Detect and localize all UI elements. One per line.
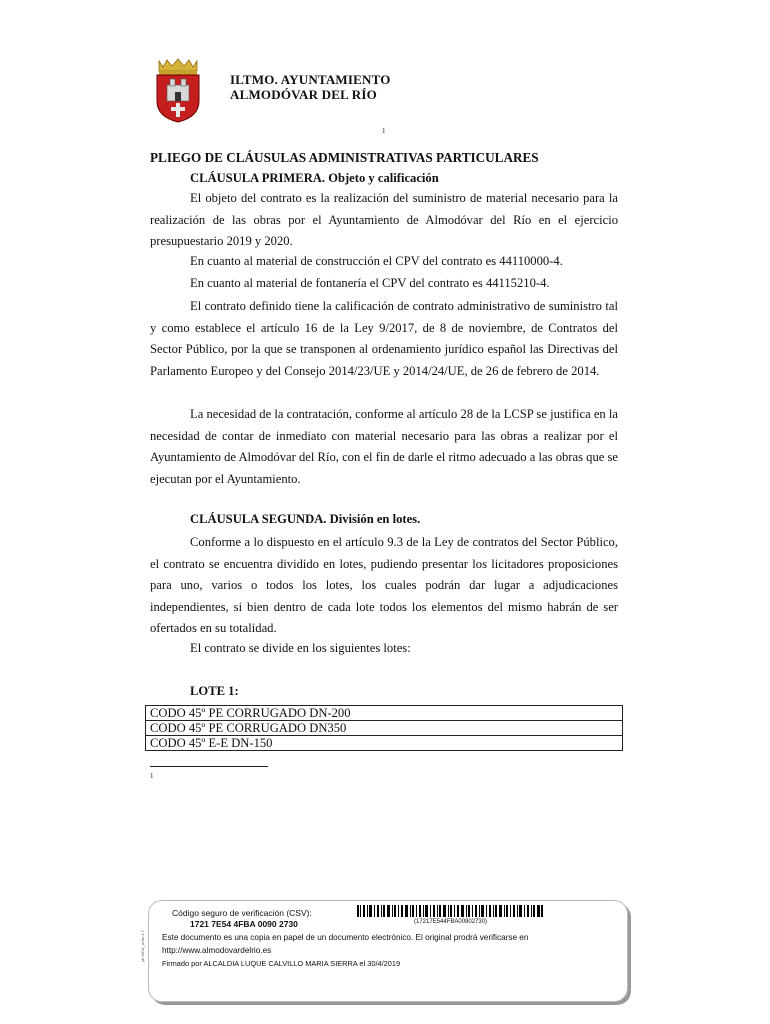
lote-1-heading: LOTE 1: (190, 684, 239, 698)
table-cell: CODO 45º E-E DN-150 (146, 736, 623, 751)
table-row (146, 706, 623, 721)
clause-1-paragraph-5: La necesidad de la contratación, conforme al artículo 28 de la LCSP se justifica en la necesidad de contar de inmediato con material necesario para las obras a realizar por el Ayuntamiento de Almodóvar del Río, con el fin de darle el ritmo adecuado a las obras que se ejecutan por el Ayuntamiento. (150, 407, 618, 486)
clause-1-paragraph-4: El contrato definido tiene la calificación de contrato administrativo de suministro tal y como establece el artículo 16 de la Ley 9/2017, de 8 de noviembre, de Contratos del Sector Público, por la que se transponen al ordenamiento jurídico español las Directivas del Parlamento Europeo y del Consejo 2014/23/UE y 2014/24/UE, de 26 de febrero de 2014. (150, 299, 618, 378)
council-name-line-1: ILTMO. AYUNTAMIENTO (230, 72, 391, 87)
clause-1-paragraph-3: En cuanto al material de fontanería el CPV del contrato es 44115210-4. (190, 276, 550, 290)
document-title: PLIEGO DE CLÁUSULAS ADMINISTRATIVAS PARTICULARES (150, 150, 539, 165)
csv-verification-url[interactable]: http://www.almodovardelrio.es (162, 946, 272, 955)
clause-2-paragraph-2: El contrato se divide en los siguientes lotes: (190, 641, 411, 655)
csv-label: Código seguro de verificación (CSV): (172, 908, 312, 918)
footnote-separator (150, 766, 268, 767)
footnote-number: 1 (150, 772, 154, 780)
lote-1-table (145, 705, 623, 751)
table-cell: CODO 45º PE CORRUGADO DN350 (146, 721, 623, 736)
barcode-icon (357, 905, 543, 917)
csv-signature-line: Firmado por ALCALDIA LUQUE CALVILLO MARIA SIERRA el 30/4/2019 (162, 959, 401, 968)
clause-1-paragraph-2: En cuanto al material de construcción el CPV del contrato es 44110000-4. (190, 254, 563, 268)
coat-of-arms-icon (153, 57, 203, 123)
table-row (146, 721, 623, 736)
clause-1-heading: CLÁUSULA PRIMERA. Objeto y calificación (190, 171, 439, 185)
council-name-line-2: ALMODÓVAR DEL RÍO (230, 87, 377, 102)
csv-code: 1721 7E54 4FBA 0090 2730 (190, 919, 298, 929)
barcode-text: (17217E544FBA00902730) (414, 919, 488, 925)
table-cell: CODO 45º PE CORRUGADO DN-200 (146, 706, 623, 721)
clause-2-paragraph-1: Conforme a lo dispuesto en el artículo 9.3 de la Ley de contratos del Sector Público, el contrato se encuentra dividido en lotes, pudiendo presentar los licitadores proposiciones para uno, varios o todos los lotes, los cuales podrán dar lugar a adjudicaciones independientes, si bien dentro de cada lote todos los elementos del mismo habrán de ser ofertados en su totalidad. (150, 535, 618, 636)
csv-notice-line-1: Este documento es una copia en papel de un documento electrónico. El original prodrá verificarse en (162, 933, 529, 942)
page-number: 1 (382, 127, 386, 135)
side-reference: pk.MCA_al.fm 1.7 (140, 930, 145, 962)
clause-2-heading: CLÁUSULA SEGUNDA. División en lotes. (190, 512, 421, 526)
clause-1-paragraph-1: El objeto del contrato es la realización del suministro de material necesario para la realización de las obras por el Ayuntamiento de Almodóvar del Río en el ejercicio presupuestario 2019 y 2020. (150, 191, 618, 249)
table-row (146, 736, 623, 751)
